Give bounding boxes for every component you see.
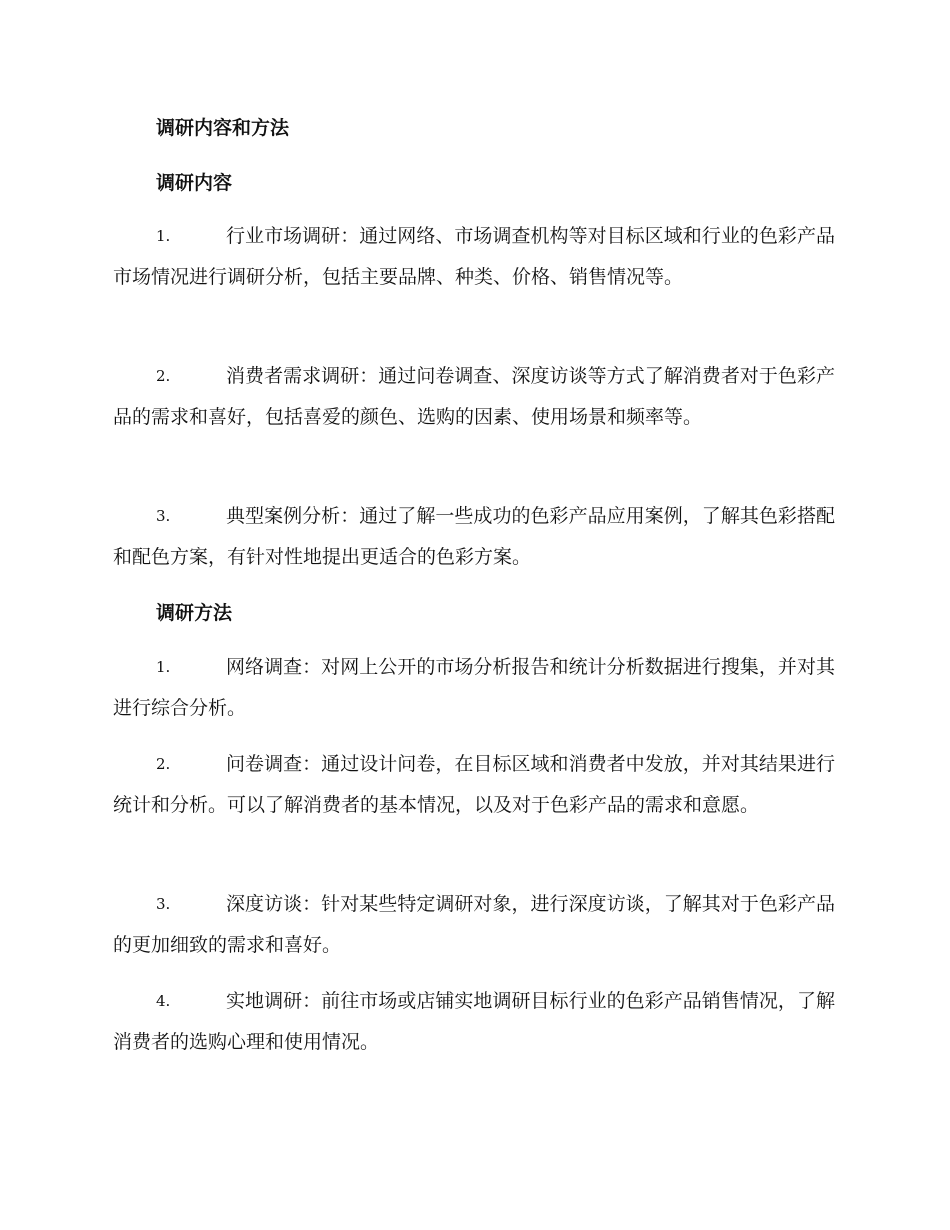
list-item-text: 深度访谈：针对某些特定调研对象，进行深度访谈，了解其对于色彩产品的更加细致的需求和喜好。 <box>113 893 835 956</box>
list-item-text: 问卷调查：通过设计问卷，在目标区域和消费者中发放，并对其结果进行统计和分析。可以了解消费者的基本情况，以及对于色彩产品的需求和意愿。 <box>113 753 835 816</box>
list-number: 4. <box>156 992 171 1010</box>
list-item-text: 消费者需求调研：通过问卷调查、深度访谈等方式了解消费者对于色彩产品的需求和喜好，包括喜爱的颜色、选购的因素、使用场景和频率等。 <box>113 365 835 428</box>
list-number: 2. <box>156 367 171 385</box>
content-item <box>113 496 835 578</box>
list-number: 2. <box>156 755 171 773</box>
method-item <box>113 981 835 1063</box>
list-item-text: 网络调查：对网上公开的市场分析报告和统计分析数据进行搜集，并对其进行综合分析。 <box>113 656 835 719</box>
section-heading-content: 调研内容 <box>156 172 233 194</box>
list-number: 1. <box>156 658 171 676</box>
section-heading-method: 调研方法 <box>156 602 233 624</box>
method-item <box>113 647 835 729</box>
list-number: 3. <box>156 895 171 913</box>
list-number: 1. <box>156 227 171 245</box>
list-item-text: 实地调研：前往市场或店铺实地调研目标行业的色彩产品销售情况，了解消费者的选购心理和使用情况。 <box>113 990 835 1053</box>
method-item <box>113 744 835 826</box>
list-item-text: 行业市场调研：通过网络、市场调查机构等对目标区域和行业的色彩产品市场情况进行调研分析，包括主要品牌、种类、价格、销售情况等。 <box>113 225 835 288</box>
content-item <box>113 216 835 298</box>
list-number: 3. <box>156 507 171 525</box>
content-item <box>113 356 835 438</box>
method-item <box>113 884 835 966</box>
list-item-text: 典型案例分析：通过了解一些成功的色彩产品应用案例，了解其色彩搭配和配色方案，有针对性地提出更适合的色彩方案。 <box>113 505 835 568</box>
document-title: 调研内容和方法 <box>156 117 290 139</box>
